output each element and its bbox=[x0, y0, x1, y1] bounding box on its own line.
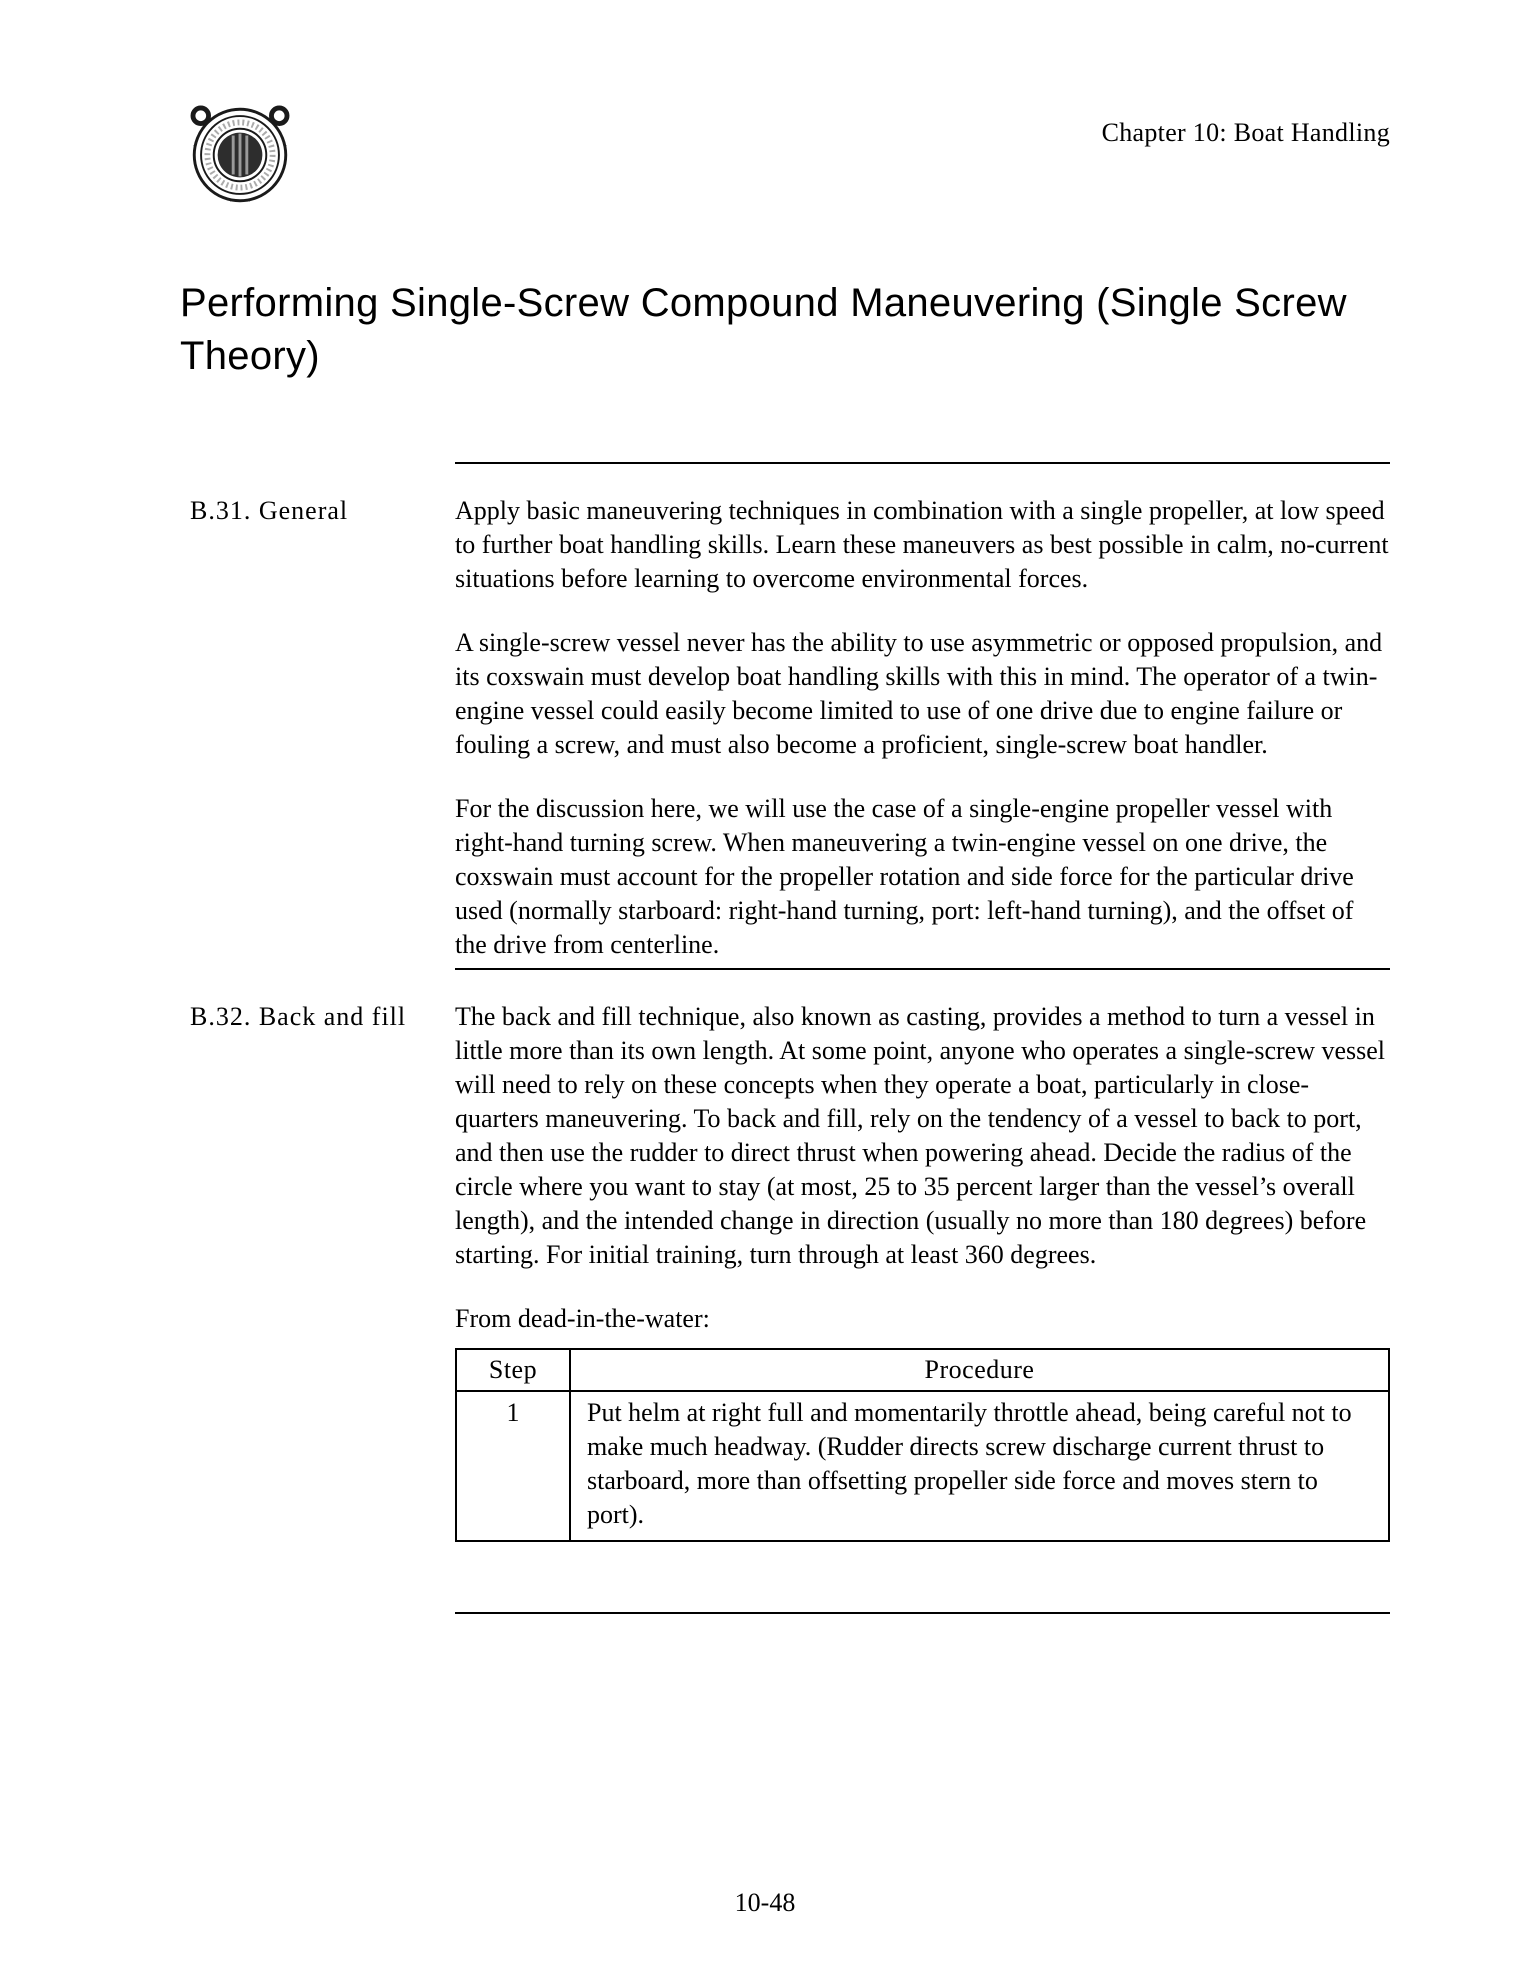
page-number: 10-48 bbox=[734, 1888, 796, 1917]
content-area bbox=[190, 462, 1390, 1614]
chapter-header: Chapter 10: Boat Handling bbox=[1101, 118, 1390, 147]
table-header-step: Step bbox=[456, 1349, 570, 1391]
section-label-back-and-fill: B.32. Back and fill bbox=[190, 1002, 407, 1031]
procedure-table bbox=[455, 1348, 1390, 1542]
table-cell-procedure: Put helm at right full and momentarily throttle ahead, being careful not to make much headway. (Rudder directs screw discharge current thrust to starboard, more than offsetting propeller side force and moves stern to port). bbox=[570, 1391, 1389, 1541]
section-body-back-and-fill bbox=[455, 1000, 1390, 1578]
paragraph: A single-screw vessel never has the ability to use asymmetric or opposed propulsion, and its coxswain must develop boat handling skills with this in mind. The operator of a twin-engine vessel could easily become limited to use of one drive due to engine failure or fouling a screw, and must also become a proficient, single-screw boat handler. bbox=[455, 628, 1383, 759]
paragraph: Apply basic maneuvering techniques in combination with a single propeller, at low speed to further boat handling skills. Learn these maneuvers as best possible in calm, no-current situations before learning to overcome environmental forces. bbox=[455, 496, 1389, 593]
section-body-general bbox=[455, 494, 1390, 962]
table-intro: From dead-in-the-water: bbox=[455, 1304, 710, 1333]
paragraph: For the discussion here, we will use the case of a single-engine propeller vessel with right-hand turning screw. When maneuvering a twin-engine vessel on one drive, the coxswain must account for the propeller rotation and side force for the particular drive used (normally starboard: right-hand turning, port: left-hand turning), and the offset of the drive from centerline. bbox=[455, 794, 1354, 959]
page-title: Performing Single-Screw Compound Maneuvering (Single Screw Theory) bbox=[180, 280, 1347, 378]
coast-guard-seal-icon bbox=[162, 82, 318, 228]
table-header-row bbox=[456, 1349, 1389, 1391]
paragraph: The back and fill technique, also known as casting, provides a method to turn a vessel in little more than its own length. At some point, anyone who operates a single-screw vessel will need to rely on these concepts when they operate a boat, particularly in close-quarters maneuvering. To back and fill, rely on the tendency of a vessel to back to port, and then use the rudder to direct thrust when powering ahead. Decide the radius of the circle where you want to stay (at most, 25 to 35 percent larger than the vessel’s overall length), and the intended change in direction (usually no more than 180 degrees) before starting. For initial training, turn through at least 360 degrees. bbox=[455, 1002, 1386, 1269]
table-cell-step: 1 bbox=[456, 1391, 570, 1541]
table-header-procedure: Procedure bbox=[570, 1349, 1389, 1391]
table-row bbox=[456, 1391, 1389, 1541]
section-back-and-fill bbox=[190, 970, 1390, 1612]
section-divider-bottom bbox=[455, 1612, 1390, 1614]
section-label-general: B.31. General bbox=[190, 496, 349, 525]
section-general bbox=[190, 464, 1390, 968]
